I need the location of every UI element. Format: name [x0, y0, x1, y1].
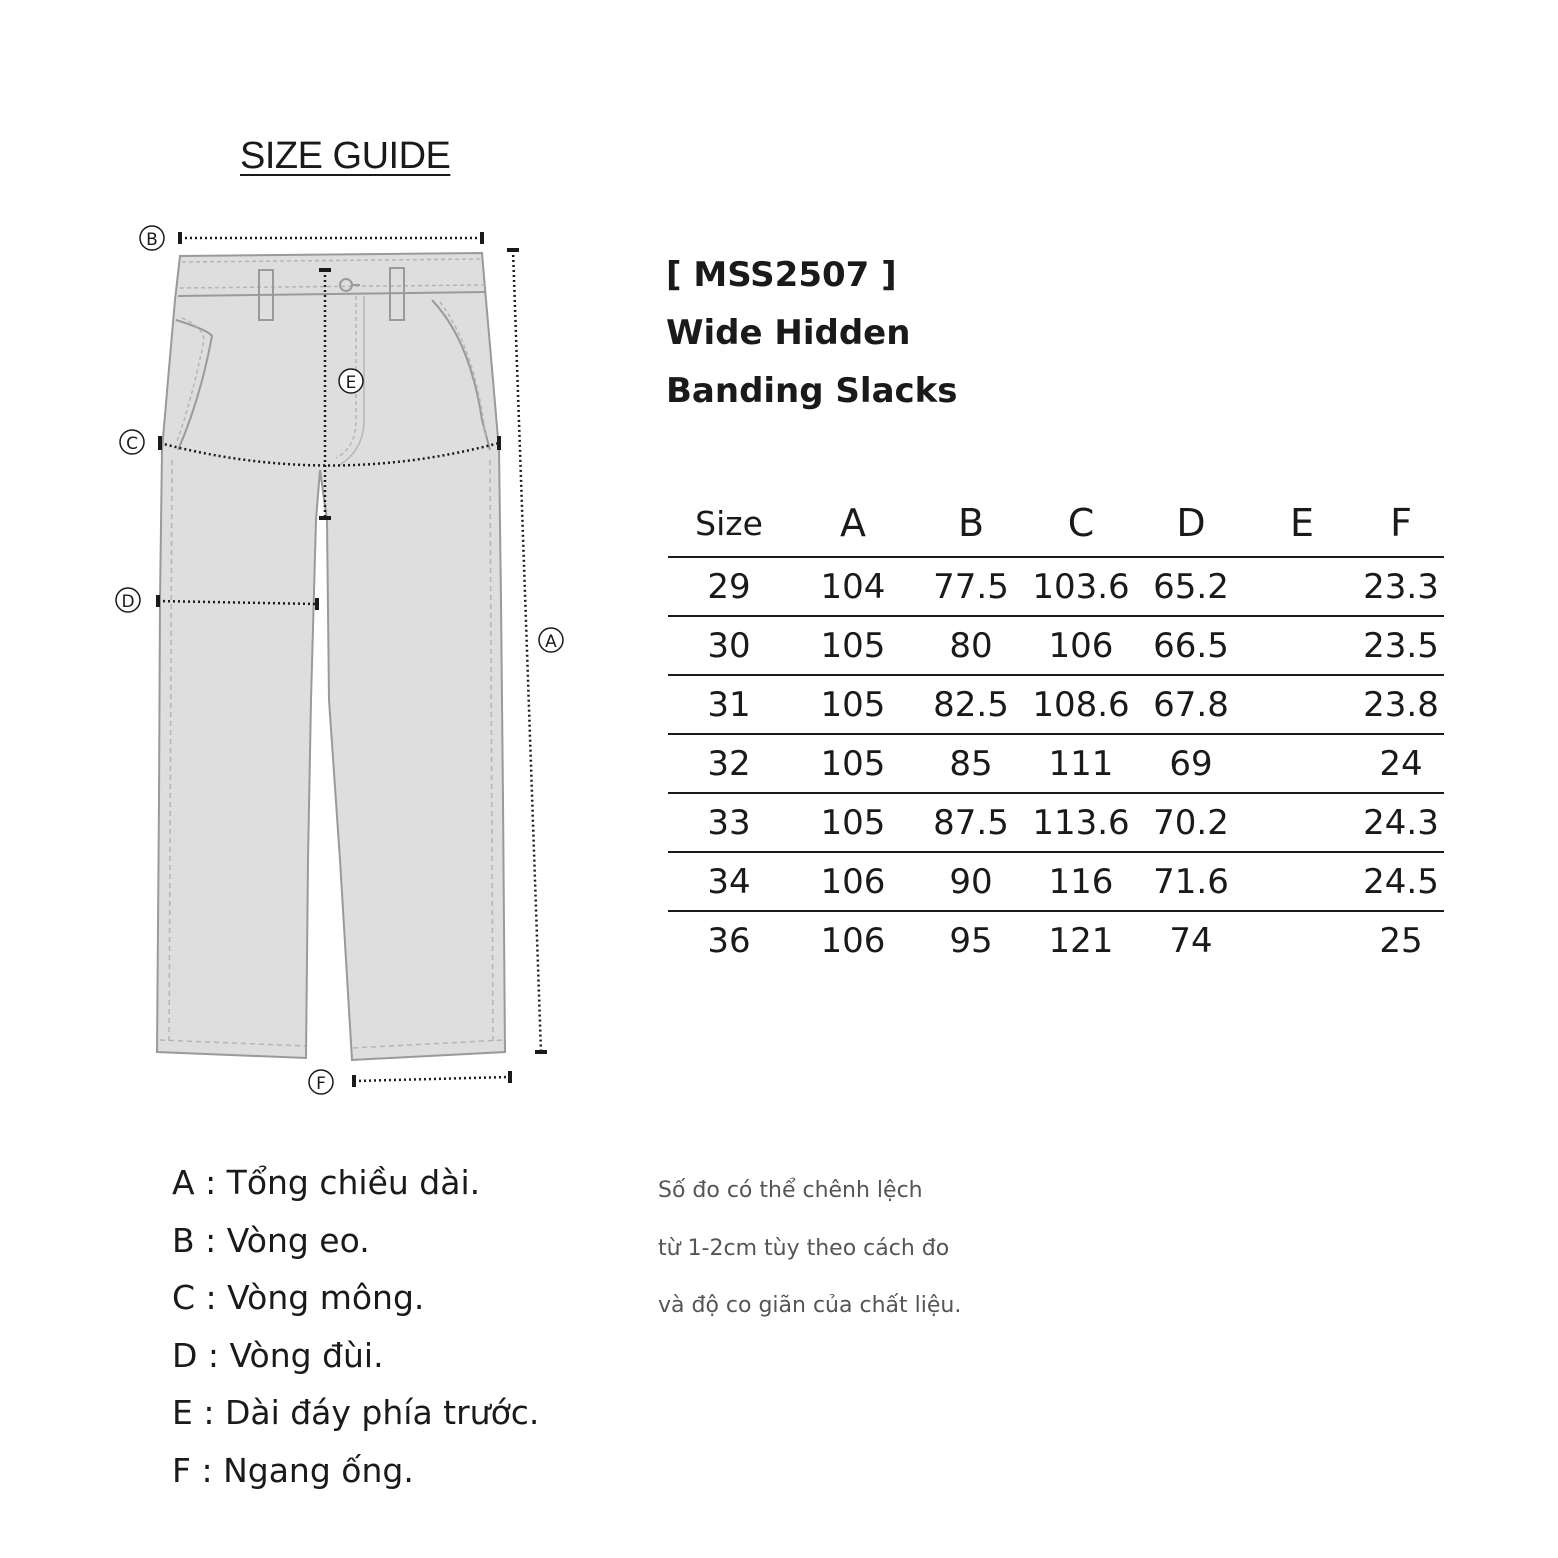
- cell-a: 106: [790, 852, 916, 911]
- cell-d: 71.6: [1136, 852, 1246, 911]
- header-b: B: [916, 490, 1026, 557]
- legend-item: C : Vòng mông.: [172, 1278, 425, 1317]
- cell-e: [1246, 675, 1358, 734]
- cell-e: [1246, 852, 1358, 911]
- marker-f: [309, 1070, 333, 1094]
- marker-c-label: C: [126, 434, 138, 454]
- cell-f: 23.8: [1358, 675, 1444, 734]
- cell-e: [1246, 616, 1358, 675]
- product-info: [666, 246, 958, 420]
- cell-size: 33: [668, 793, 790, 852]
- legend-item: D : Vòng đùi.: [172, 1335, 384, 1375]
- table-row: [668, 675, 1444, 734]
- table-row: [668, 793, 1444, 852]
- cell-d: 69: [1136, 734, 1246, 793]
- cell-e: [1246, 557, 1358, 616]
- cell-c: 108.6: [1026, 675, 1136, 734]
- measure-line-a: [507, 250, 547, 1052]
- cell-c: 103.6: [1026, 557, 1136, 616]
- cell-c: 111: [1026, 734, 1136, 793]
- table-header-row: [668, 490, 1444, 557]
- cell-f: 24.3: [1358, 793, 1444, 852]
- header-e: E: [1246, 490, 1358, 557]
- cell-a: 105: [790, 734, 916, 793]
- cell-f: 23.3: [1358, 557, 1444, 616]
- product-code: [ MSS2507 ]: [666, 255, 897, 295]
- cell-f: 24: [1358, 734, 1444, 793]
- pants-flat-sketch-icon: [157, 253, 505, 1060]
- header-size: Size: [668, 490, 790, 557]
- size-table: [668, 490, 1444, 969]
- page-title: SIZE GUIDE: [240, 135, 451, 177]
- cell-b: 77.5: [916, 557, 1026, 616]
- header-a: A: [790, 490, 916, 557]
- cell-b: 95: [949, 920, 993, 961]
- product-name-line-1: Wide Hidden: [666, 313, 911, 353]
- table-row: [668, 557, 1444, 616]
- cell-d: 66.5: [1136, 616, 1246, 675]
- cell-size: 32: [668, 734, 790, 793]
- cell-a: 105: [790, 616, 916, 675]
- cell-size: 30: [668, 616, 790, 675]
- cell-f: 23.5: [1358, 616, 1444, 675]
- cell-b: 82.5: [916, 675, 1026, 734]
- cell-a: 106: [820, 920, 886, 961]
- note-line: Số đo có thể chênh lệch: [658, 1178, 923, 1203]
- measurement-note: [658, 1162, 961, 1335]
- cell-d: 65.2: [1136, 557, 1246, 616]
- marker-b: [140, 226, 164, 250]
- cell-a: 105: [790, 793, 916, 852]
- marker-d: [116, 588, 140, 612]
- marker-e-label: E: [345, 373, 357, 393]
- note-line: từ 1-2cm tùy theo cách đo: [658, 1235, 950, 1261]
- table-row: [668, 911, 1444, 969]
- measurement-legend: [172, 1154, 539, 1499]
- cell-b: 85: [916, 734, 1026, 793]
- marker-a-label: A: [545, 632, 557, 652]
- product-name-line-2: Banding Slacks: [666, 371, 958, 411]
- cell-f: 25: [1379, 920, 1423, 961]
- cell-size: 34: [668, 852, 790, 911]
- cell-c: 121: [1048, 920, 1114, 961]
- cell-e: [1246, 734, 1358, 793]
- cell-b: 90: [916, 852, 1026, 911]
- header-d: D: [1136, 490, 1246, 557]
- measure-line-f: [354, 1071, 510, 1087]
- cell-a: 105: [790, 675, 916, 734]
- cell-d: 67.8: [1136, 675, 1246, 734]
- pants-diagram: [0, 0, 620, 1120]
- legend-item: F : Ngang ống.: [172, 1450, 414, 1490]
- legend-item: B : Vòng eo.: [172, 1220, 370, 1260]
- table-row: [668, 852, 1444, 911]
- cell-b: 80: [916, 616, 1026, 675]
- legend-item: A : Tổng chiều dài.: [172, 1163, 481, 1202]
- cell-e: [1246, 911, 1358, 969]
- cell-size: 31: [668, 675, 790, 734]
- cell-size: 36: [707, 920, 751, 961]
- header-c: C: [1026, 490, 1136, 557]
- cell-a: 104: [790, 557, 916, 616]
- cell-f: 24.5: [1358, 852, 1444, 911]
- cell-e: [1246, 793, 1358, 852]
- marker-c: [120, 430, 144, 454]
- cell-c: 113.6: [1026, 793, 1136, 852]
- cell-d: 74: [1169, 920, 1213, 961]
- cell-c: 116: [1026, 852, 1136, 911]
- marker-d-label: D: [121, 592, 135, 612]
- table-row: [668, 734, 1444, 793]
- marker-a: [539, 628, 563, 652]
- marker-f-label: F: [316, 1074, 326, 1094]
- note-line: và độ co giãn của chất liệu.: [658, 1293, 962, 1318]
- header-f: F: [1358, 490, 1444, 557]
- legend-item: E : Dài đáy phía trước.: [172, 1393, 540, 1432]
- measure-line-b: [180, 232, 482, 244]
- marker-e: [339, 369, 363, 393]
- cell-b: 87.5: [916, 793, 1026, 852]
- cell-size: 29: [668, 557, 790, 616]
- cell-c: 106: [1026, 616, 1136, 675]
- cell-d: 70.2: [1136, 793, 1246, 852]
- marker-b-label: B: [146, 230, 158, 250]
- table-row: [668, 616, 1444, 675]
